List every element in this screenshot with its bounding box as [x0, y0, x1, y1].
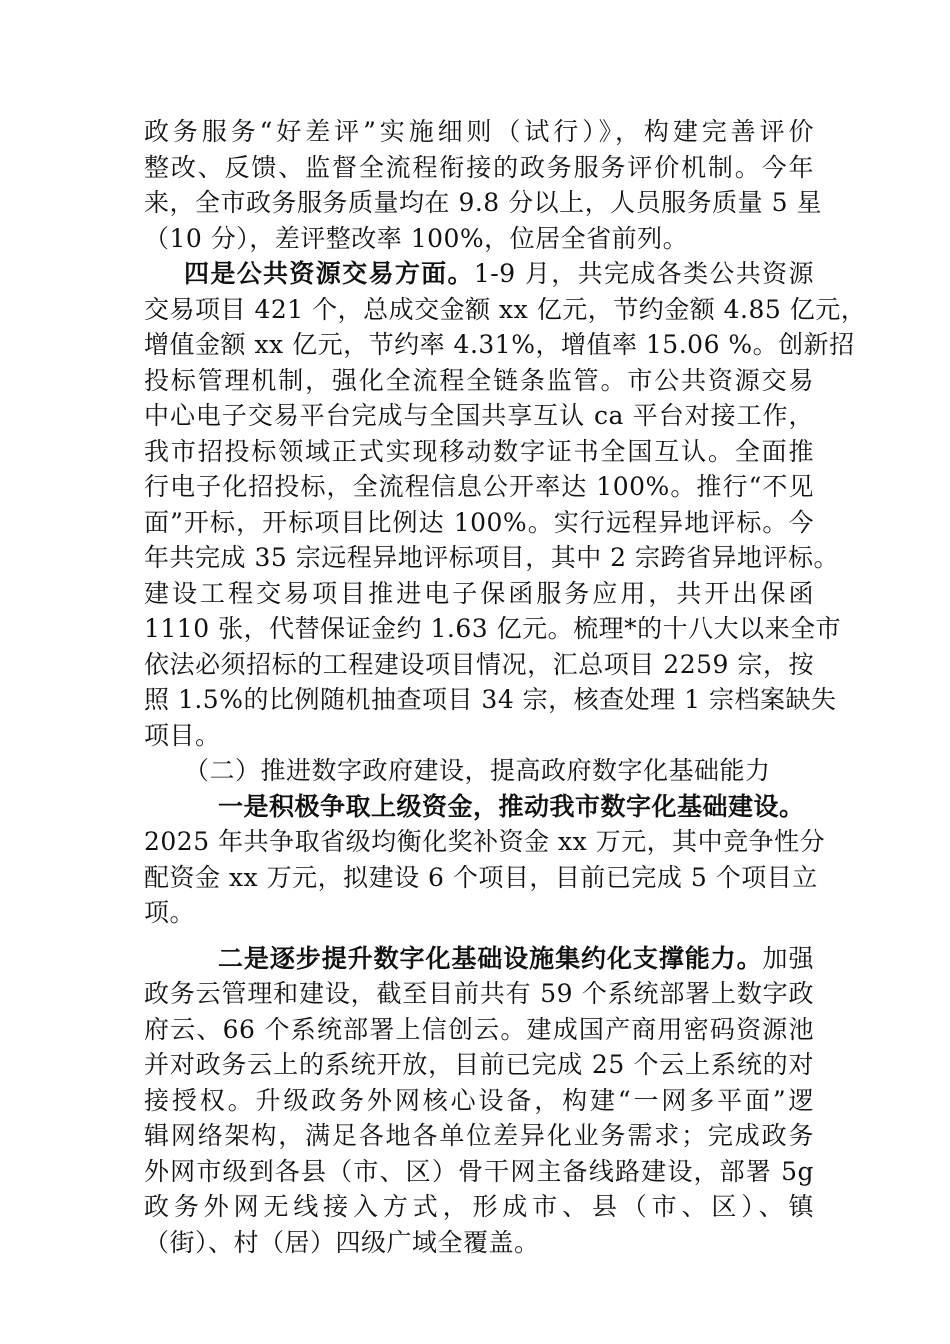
body-text: 交易项目 421 个，总成交金额 xx 亿元，节约金额 4.85 亿元， [144, 294, 867, 324]
text-line [144, 1047, 814, 1083]
text-line [144, 682, 837, 718]
body-text: 府云、66 个系统部署上信创云。建成国产商用密码资源池 [144, 1014, 814, 1044]
text-line [144, 292, 867, 328]
text-line [144, 611, 842, 647]
text-line [144, 1189, 814, 1225]
text-line [144, 1012, 814, 1048]
text-line [144, 434, 814, 470]
body-text: 依法必须招标的工程建设项目情况，汇总项目 2259 宗，按 [144, 649, 814, 679]
body-text: 辑网络架构，满足各地各单位差异化业务需求；完成政务 [144, 1121, 814, 1150]
text-line [144, 941, 814, 977]
text-line [144, 150, 814, 186]
body-text: 2025 年共争取省级均衡化奖补资金 xx 万元，其中竞争性分 [144, 827, 826, 856]
body-text: 整改、反馈、监督全流程衔接的政务服务评价机制。今年 [144, 152, 814, 182]
text-line [144, 221, 814, 257]
body-text: 建设工程交易项目推进电子保函服务应用，共开出保函 [144, 578, 814, 608]
body-text: 政务服务“好差评”实施细则（试行）》，构建完善评价 [144, 117, 814, 146]
text-line [144, 1083, 814, 1119]
body-text: 项目。 [144, 720, 221, 750]
bold-heading-text: 四是公共资源交易方面。 [184, 259, 474, 288]
text-line [144, 505, 814, 541]
body-text: 我市招投标领域正式实现移动数字证书全国互认。全面推 [144, 436, 814, 466]
body-text: 加强 [762, 943, 814, 973]
body-text: 项。 [144, 898, 196, 927]
body-text: （二）推进数字政府建设，提高政府数字化基础能力 [184, 756, 771, 785]
text-line [144, 976, 814, 1012]
text-line [144, 789, 814, 825]
body-text: 中心电子交易平台完成与全国共享互认 ca 平台对接工作， [144, 401, 814, 430]
document-body [144, 114, 867, 1260]
text-line [144, 647, 814, 683]
text-line [144, 363, 814, 399]
body-text: 行电子化招投标，全流程信息公开率达 100%。推行“不见 [144, 472, 814, 501]
body-text: 外网市级到各县（市、区）骨干网主备线路建设，部署 5g [144, 1156, 814, 1186]
text-line [144, 256, 814, 292]
text-line [144, 753, 814, 789]
body-text: 1-9 月，共完成各类公共资源 [473, 259, 814, 288]
text-line [144, 327, 855, 363]
body-text: 政务外网无线接入方式，形成市、县（市、区）、镇 [144, 1192, 814, 1221]
body-text: 增值金额 xx 亿元，节约率 4.31%，增值率 15.06 %。创新招 [144, 330, 855, 359]
text-line [144, 185, 822, 221]
text-line [144, 1118, 814, 1154]
body-text: 并对政务云上的系统开放，目前已完成 25 个云上系统的对 [144, 1050, 814, 1079]
body-text: （街）、村（居）四级广域全覆盖。 [144, 1227, 540, 1257]
text-line [144, 824, 826, 860]
body-text: 1110 张，代替保证金约 1.63 亿元。梳理*的十八大以来全市 [144, 614, 842, 643]
text-line [144, 1225, 814, 1261]
bold-heading-text: 二是逐步提升数字化基础设施集约化支撑能力。 [218, 943, 763, 973]
body-text: 接授权。升级政务外网核心设备，构建“一网多平面”逻 [144, 1085, 814, 1115]
text-line [144, 895, 814, 931]
text-line [144, 718, 814, 754]
body-text: 配资金 xx 万元，拟建设 6 个项目，目前已完成 5 个项目立 [144, 862, 818, 892]
body-text: 照 1.5%的比例随机抽查项目 34 宗，核查处理 1 宗档案缺失 [144, 685, 837, 714]
text-line [144, 398, 814, 434]
body-text: 政务云管理和建设，截至目前共有 59 个系统部署上数字政 [144, 979, 814, 1008]
text-line [144, 540, 840, 576]
body-text: 投标管理机制，强化全流程全链条监管。市公共资源交易 [144, 365, 814, 395]
text-line [144, 576, 814, 612]
text-line [144, 469, 814, 505]
body-text: 年共完成 35 宗远程异地评标项目，其中 2 宗跨省异地评标。 [144, 543, 840, 572]
body-text: 面”开标，开标项目比例达 100%。实行远程异地评标。今 [144, 507, 814, 537]
bold-heading-text: 一是积极争取上级资金，推动我市数字化基础建设。 [218, 791, 805, 821]
text-line [144, 860, 818, 896]
body-text: （10 分），差评整改率 100%，位居全省前列。 [144, 223, 689, 253]
text-line [144, 114, 814, 150]
body-text: 来，全市政务服务质量均在 9.8 分以上，人员服务质量 5 星 [144, 188, 822, 217]
text-line [144, 1154, 814, 1190]
